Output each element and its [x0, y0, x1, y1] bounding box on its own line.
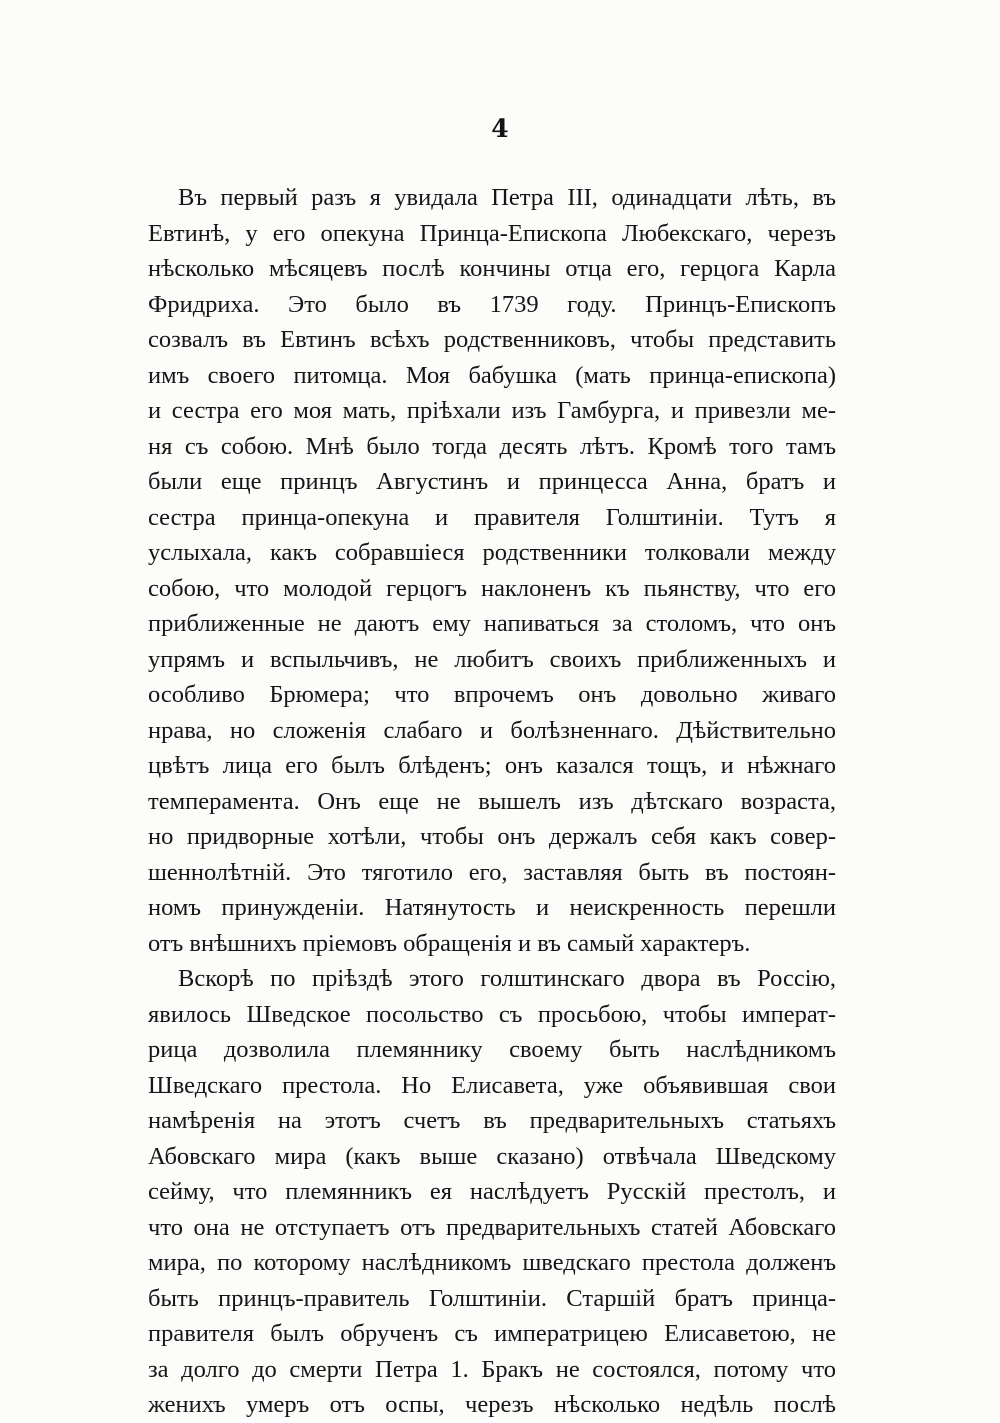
text-line: мира, по которому наслѣдникомъ шведскаго престола долженъ: [148, 1249, 836, 1276]
text-line: приближенные не даютъ ему напиваться за столомъ, что онъ: [148, 610, 836, 637]
text-line: правителя былъ обрученъ съ императрицею Елисаветою, не: [148, 1320, 836, 1347]
text-line: особливо Брюмера; что впрочемъ онъ довольно живаго: [148, 681, 836, 708]
text-line: ня съ собою. Мнѣ было тогда десять лѣтъ. Кромѣ того тамъ: [148, 432, 836, 460]
text-line: сестра принца-опекуна и правителя Голштиніи. Тутъ я: [148, 503, 836, 531]
text-line: упрямъ и вспыльчивъ, не любитъ своихъ приближенныхъ и: [148, 645, 836, 673]
text-line: Вскорѣ по пріѣздѣ этого голштинскаго двора въ Россію,: [178, 965, 836, 992]
text-line: темперамента. Онъ еще не вышелъ изъ дѣтскаго возраста,: [148, 787, 836, 815]
text-line: Шведскаго престола. Но Елисавета, уже объявившая свои: [148, 1071, 836, 1099]
text-line: нѣсколько мѣсяцевъ послѣ кончины отца его, герцога Карла: [148, 255, 836, 282]
text-line: собою, что молодой герцогъ наклоненъ къ пьянству, что его: [148, 574, 836, 602]
text-line: быть принцъ-правитель Голштиніи. Старшій братъ принца-: [148, 1284, 836, 1312]
text-line: и сестра его моя мать, пріѣхали изъ Гамбурга, и привезли ме-: [148, 397, 836, 424]
text-line: цвѣтъ лица его былъ блѣденъ; онъ казался тощъ, и нѣжнаго: [148, 752, 836, 779]
text-line: шеннолѣтній. Это тяготило его, заставляя быть въ постоян-: [148, 858, 836, 886]
text-line: сейму, что племянникъ ея наслѣдуетъ Русскій престолъ, и: [148, 1178, 836, 1205]
text-line: отъ внѣшнихъ пріемовъ обращенія и въ самый характеръ.: [148, 929, 751, 957]
text-line: за долго до смерти Петра 1. Бракъ не состоялся, потому что: [148, 1355, 836, 1383]
text-line: созвалъ въ Евтинъ всѣхъ родственниковъ, чтобы представить: [148, 326, 836, 353]
text-line: были еще принцъ Августинъ и принцесса Анна, братъ и: [148, 468, 836, 495]
text-line: услыхала, какъ собравшіеся родственники толковали между: [148, 539, 836, 566]
text-line: рица дозволила племяннику своему быть наслѣдникомъ: [148, 1036, 836, 1063]
text-line: намѣренія на этотъ счетъ въ предварительныхъ статьяхъ: [148, 1107, 836, 1134]
text-line: Евтинѣ, у его опекуна Принца-Епископа Любекскаго, черезъ: [148, 219, 836, 247]
text-line: Фридриха. Это было въ 1739 году. Принцъ-Епископъ: [148, 290, 836, 318]
text-line: нрава, но сложенія слабаго и болѣзненнаго. Дѣйствительно: [148, 716, 836, 744]
text-line: но придворные хотѣли, чтобы онъ держалъ себя какъ совер-: [148, 823, 836, 850]
page-number: 4: [491, 114, 509, 143]
body-text: [148, 180, 836, 1423]
text-line: Абовскаго мира (какъ выше сказано) отвѣчала Шведскому: [148, 1142, 836, 1170]
text-line: что она не отступаетъ отъ предварительныхъ статей Абовскаго: [148, 1213, 836, 1241]
text-line: имъ своего питомца. Моя бабушка (мать принца-епископа): [148, 361, 836, 389]
text-line: женихъ умеръ отъ оспы, черезъ нѣсколько недѣль послѣ: [148, 1391, 836, 1418]
text-line: Въ первый разъ я увидала Петра III, одинадцати лѣть, въ: [178, 184, 836, 211]
text-line: номъ принужденіи. Натянутость и неискренность перешли: [148, 894, 836, 921]
text-line: явилось Шведское посольство съ просьбою, чтобы императ-: [148, 1000, 836, 1028]
